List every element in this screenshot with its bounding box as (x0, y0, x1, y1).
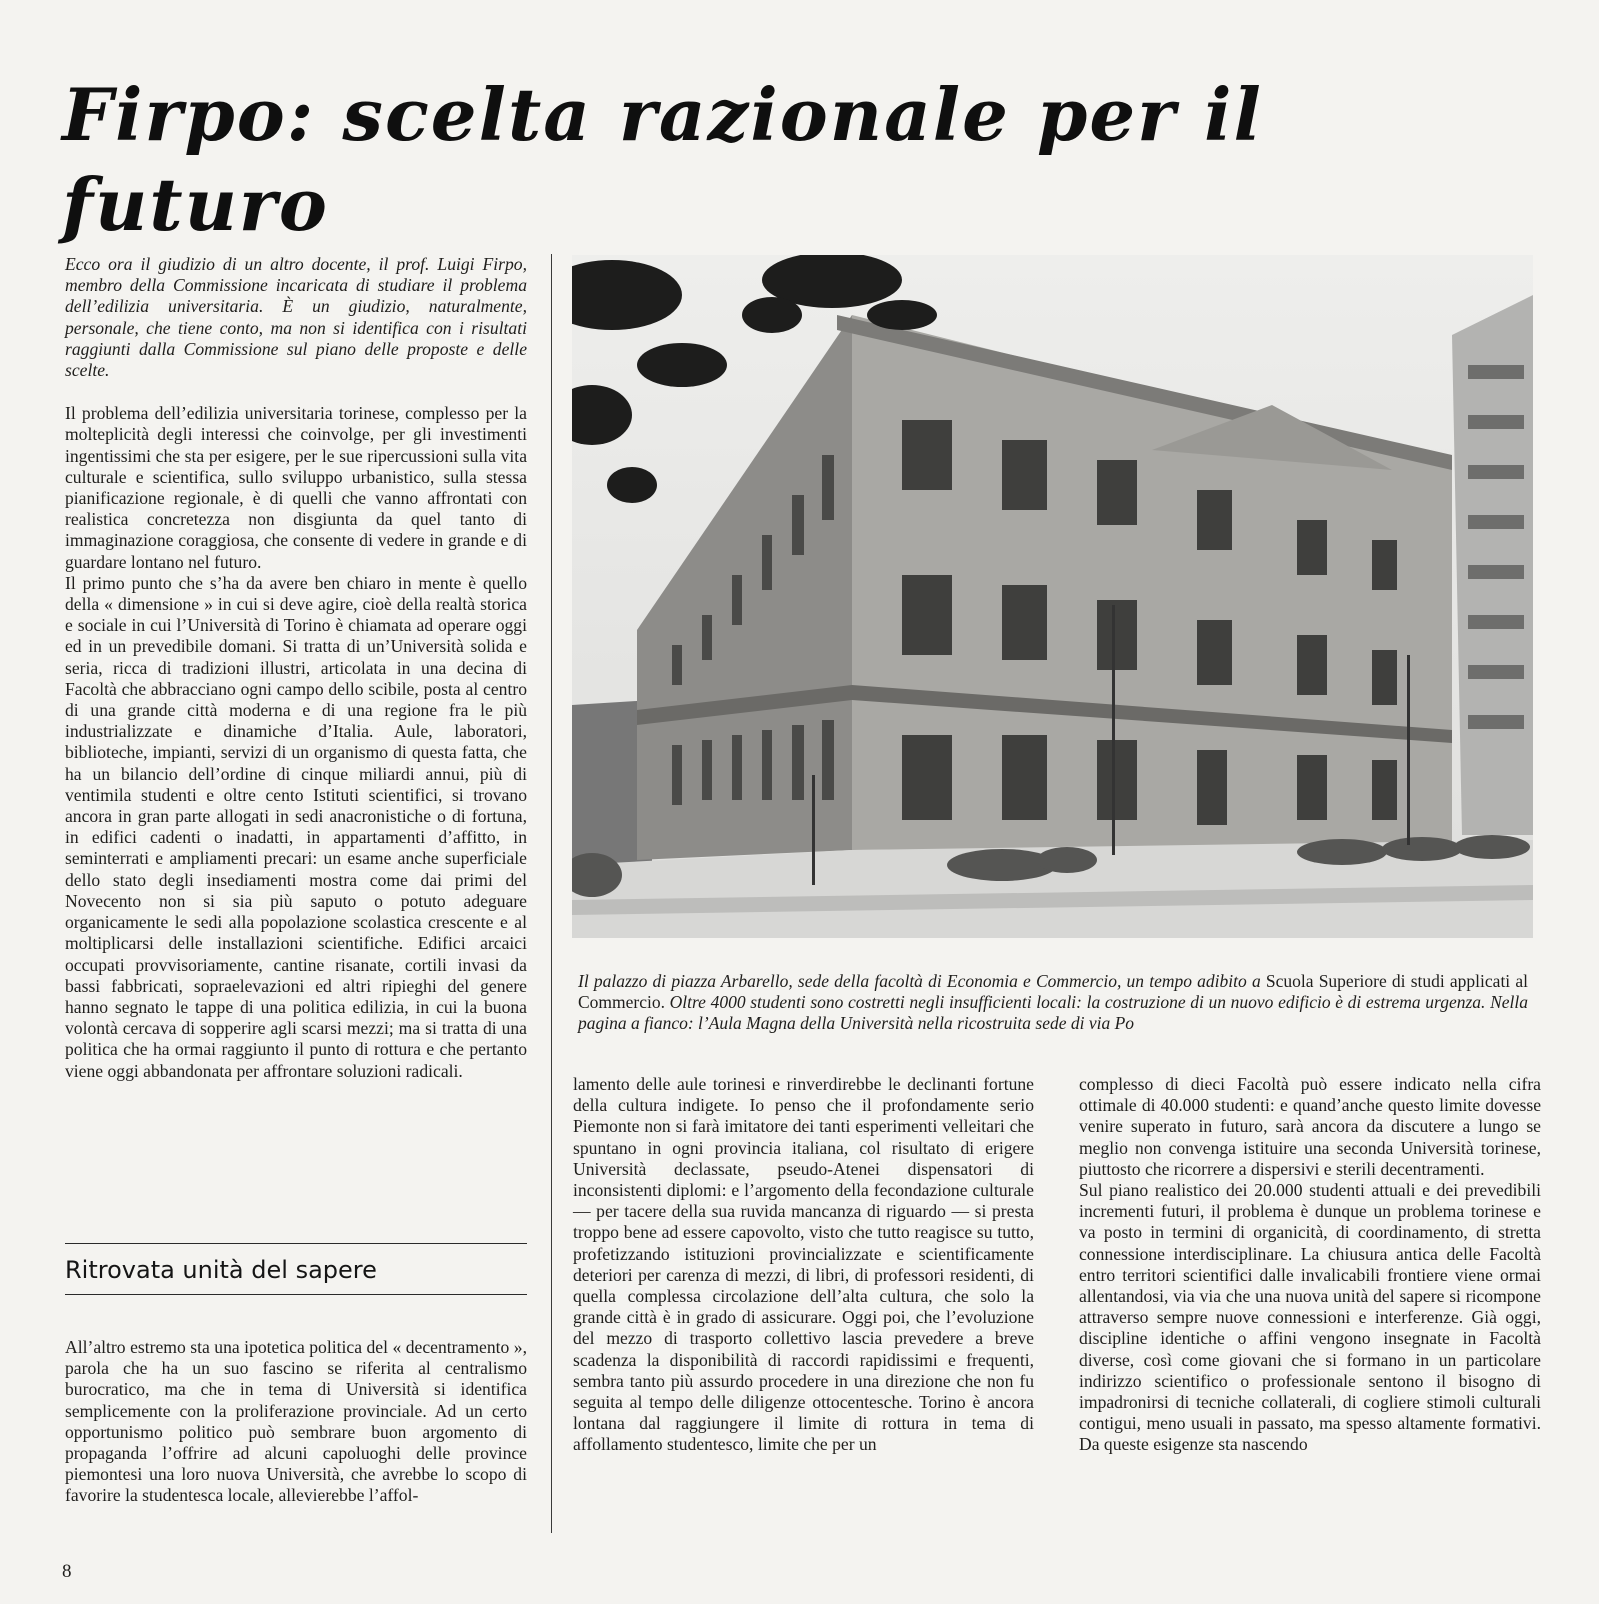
intro-paragraph: Ecco ora il giudizio di un altro docente, il prof. Luigi Firpo, membro della Commissione incaricata di studiare il problema dell’edilizia universitaria. È un giudizio, naturalmente, personale, che tiene conto, ma non si identifica con i risultati raggiunti dalla Commissione sul piano delle proposte e delle scelte. (65, 254, 527, 381)
middle-column (573, 1074, 1034, 1456)
building-photo (572, 255, 1533, 938)
caption-italic-part: Oltre 4000 studenti sono costretti negli insufficienti locali: la costruzione di un nuovo edificio è di estrema urgenza. Nella pagina a fianco: l’Aula Magna della Università nella ricostruita sede di via Po (578, 991, 1528, 1033)
body-paragraph: Sul piano realistico dei 20.000 studenti attuali e dei prevedibili incrementi futuri, il problema è dunque un problema torinese e va posto in termini di organicità, di coordinamento, di stretta connessione interdisciplinare. La chiusura antica delle Facoltà entro territori scientifici dalle invalicabili frontiere viene ormai allentandosi, via via che una nuova unità del sapere si ricompone attraverso sempre nuove connessioni e interferenze. Già oggi, discipline identiche o affini vengono insegnate in Facoltà diverse, così come giovani che si formano in un particolare indirizzo scientifico o professionale sentono il bisogno di impadronirsi di tecniche collaterali, di cogliere stimoli culturali contigui, meno usuali in passato, ma spesso altamente formativi. Da queste esigenze sta nascendo (1079, 1180, 1541, 1455)
section-rule-bottom (65, 1294, 527, 1295)
section-heading: Ritrovata unità del sapere (65, 1256, 377, 1284)
body-paragraph: Il problema dell’edilizia universitaria torinese, complesso per la molteplicità degli interessi che coinvolge, per gli investimenti ingentissimi che sta per esigere, per le sue ripercussioni sulla vita culturale e scientifica, sullo sviluppo urbanistico, sulla stessa pianificazione regionale, è di quelli che vanno affrontati con realistica concretezza non disgiunta da quel tanto di immaginazione coraggiosa, che consente di vedere in grande e di guardare lontano nel futuro. (65, 403, 527, 572)
article-title: Firpo: scelta razionale per il futuro (62, 72, 1263, 247)
body-paragraph: All’altro estremo sta una ipotetica politica del « decentramento », parola che ha un suo fascino se riferita al centralismo burocratico, ma che in tema di Università si identifica semplicemente con la proliferazione provinciale. Ad un certo opportunismo politico può sembrare buon argomento di propaganda l’offrire ad alcuni capoluoghi delle province piemontesi una loro nuova Università, che avrebbe lo scopo di favorire la studentesca locale, allevierebbe l’affol- (65, 1337, 527, 1506)
right-column (1079, 1074, 1541, 1456)
left-bottom-column (65, 1337, 527, 1507)
column-divider (551, 254, 552, 1533)
page-number: 8 (62, 1561, 72, 1582)
palazzo-arbarello-image (572, 255, 1533, 938)
left-column (65, 254, 527, 1082)
caption-italic-part: Il palazzo di piazza Arbarello, sede della facoltà di Economia e Commercio, un tempo adibito a (578, 970, 1261, 991)
section-rule-top (65, 1243, 527, 1244)
body-paragraph: Il primo punto che s’ha da avere ben chiaro in mente è quello della « dimensione » in cui si deve agire, cioè della realtà storica e sociale in cui l’Università di Torino è chiamata ad operare oggi ed in un prevedibile domani. Si tratta di un’Università solida e seria, ricca di tradizioni illustri, articolata in una decina di Facoltà che abbracciano ogni campo dello scibile, posta al centro di una grande città moderna e di una regione fra le più industrializzate e dinamiche d’Italia. Aule, laboratori, biblioteche, impianti, servizi di un organismo di questa fatta, che ha un bilancio dell’ordine di cinque miliardi annui, più di ventimila studenti e oltre cento Istituti scientifici, si trovano ancora in gran parte allogati in sedi anacronistiche o di fortuna, in edifici cadenti o inadatti, in appartamenti d’affitto, in seminterrati e ampliamenti precari: un esame anche superficiale dello stato degli insediamenti mostra come dai primi del Novecento non si sia più saputo o potuto adeguare organicamente le sedi alla popolazione scolastica crescente e al moltiplicarsi delle installazioni scientifiche. Edifici arcaici occupati provvisoriamente, cantine risanate, cortili invasi da bassi fabbricati, sopraelevazioni ed altri ripieghi del genere hanno segnato le tappe di una politica edilizia, in cui la buona volontà cercava di sopperire agli scarsi mezzi; ma si tratta di una politica che ha ormai raggiunto il punto di rottura e che pertanto viene oggi abbandonata per affrontare soluzioni radicali. (65, 572, 527, 1081)
body-paragraph: lamento delle aule torinesi e rinverdirebbe le declinanti fortune della cultura indigete. Io penso che il profondamente serio Piemonte non si farà imitatore dei tanti esperimenti velleitari che spuntano in ogni provincia italiana, col risultato di erigere Università declassate, pseudo-Atenei dispensatori di inconsistenti diplomi: e l’argomento della fecondazione culturale — per tacere della sua ruvida mancanza di riguardo — si presta troppo bene ad essere capovolto, visto che tutto reagisce su tutto, profetizzando istituzioni provincializzate e scientificamente deteriori per carenza di mezzi, di libri, di professori residenti, di quella complessa circolazione dell’alta cultura, che solo la grande città è in grado di assicurare. Oggi poi, che l’evoluzione del mezzo di trasporto collettivo lascia prevedere a breve scadenza la disponibilità di raccordi rapidissimi e frequenti, sembra tanto più assurdo procedere in una direzione che non fu seguita al tempo delle diligenze ottocentesche. Torino è ancora lontana dal raggiungere il limite di rottura in tema di affollamento studentesco, limite che per un (573, 1074, 1034, 1455)
caption-roman-part: Scuola Superiore di studi applicati al Commercio. (578, 970, 1528, 1012)
body-paragraph: complesso di dieci Facoltà può essere indicato nella cifra ottimale di 40.000 studenti: e quand’anche questo limite dovesse venire superato in futuro, sarà ancora da discutere a lungo se meglio non convenga istituire una seconda Università torinese, piuttosto che ricorrere a dispersivi e sterili decentramenti. (1079, 1074, 1541, 1179)
photo-caption (578, 971, 1528, 1034)
